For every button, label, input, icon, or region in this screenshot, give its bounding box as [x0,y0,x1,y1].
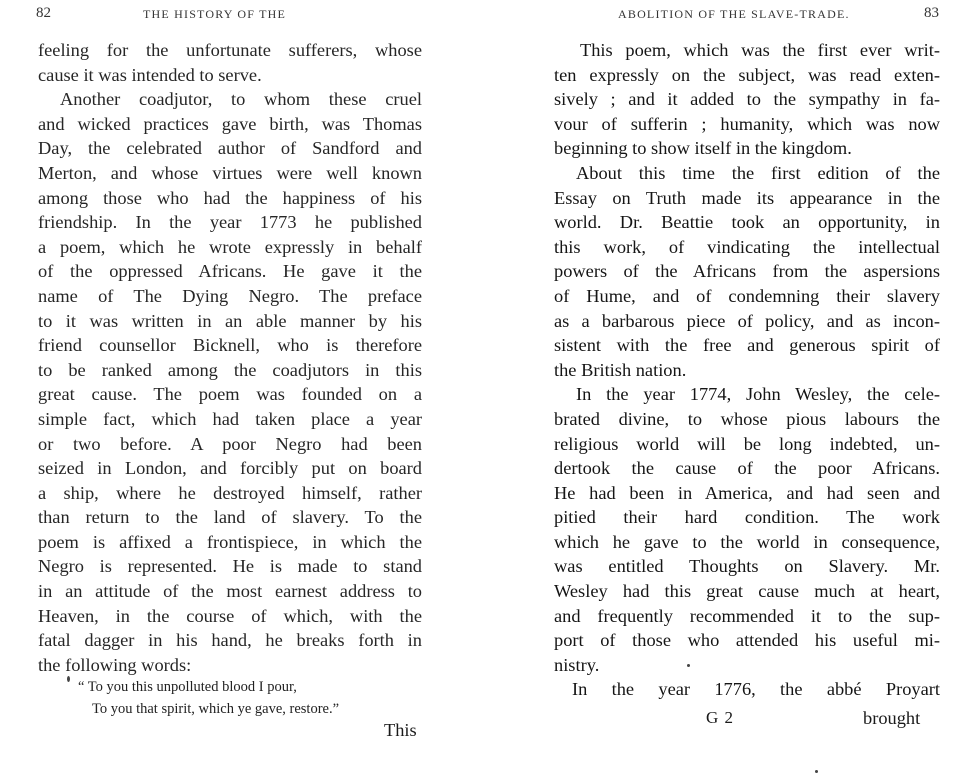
right-running-head: ABOLITION OF THE SLAVE-TRADE. [618,7,850,21]
verse-quotation [78,676,339,720]
body-line: Heaven, in the course of which, with the [38,605,422,626]
body-line: port of those who attended his useful mi- [554,630,940,651]
body-line: and wicked practices gave birth, was Thomas [38,113,422,134]
body-line: a poem, which he wrote expressly in behalf [38,236,422,257]
body-line: pitied their hard condition. The work [554,507,940,528]
body-line: sistent with the free and generous spirit of [554,335,940,356]
body-line: Another coadjutor, to whom these cruel [60,89,422,110]
body-line: Wesley had this great cause much at heart, [554,581,940,602]
body-line: He had been in America, and had seen and [554,482,940,503]
body-line: than return to the land of slavery. To the [38,507,422,528]
body-line: Negro is represented. He is made to stand [38,556,422,577]
body-line: brated divine, to whose pious labours the [554,408,940,429]
body-line: and frequently recommended it to the sup- [554,605,940,626]
body-line: which he gave to the world in consequence, [554,531,940,552]
body-line: seized in London, and forcibly put on board [38,458,422,479]
body-line: religious world will be long indebted, un- [554,433,940,454]
body-line: as a barbarous piece of policy, and as incon- [554,310,940,331]
body-line: About this time the first edition of the [576,162,940,183]
body-line: vour of sufferin ; humanity, which was now [554,113,940,134]
body-line: Essay on Truth made its appearance in the [554,187,940,208]
body-line: poem is affixed a frontispiece, in which the [38,531,422,552]
right-page [490,0,980,779]
ink-speck [67,676,70,682]
left-body-text [38,38,422,677]
left-running-head: THE HISTORY OF THE [143,7,287,21]
right-body-text [554,38,940,702]
body-line: nistry. [554,654,600,675]
ink-speck [815,770,818,773]
verse-line: “ To you this unpolluted blood I pour, [78,679,297,695]
body-line: of Hume, and of condemning their slavery [554,285,940,306]
body-line: among those who had the happiness of his [38,187,422,208]
body-line: or two before. A poor Negro had been [38,433,422,454]
right-catchword: brought [863,708,921,728]
body-line: Merton, and whose virtues were well known [38,162,422,183]
body-line: sively ; and it added to the sympathy in fa- [554,89,940,110]
body-line: the following words: [38,654,192,675]
body-line: Day, the celebrated author of Sandford and [38,138,422,159]
body-line: to it was written in an able manner by his [38,310,422,331]
body-line: powers of the Africans from the aspersions [554,261,940,282]
body-line: cause it was intended to serve. [38,64,262,85]
body-line: ten expressly on the subject, was read exten- [554,64,940,85]
body-line: the British nation. [554,359,687,380]
body-line: to be ranked among the coadjutors in this [38,359,422,380]
body-line: simple fact, which had taken place a year [38,408,422,429]
signature-mark: G 2 [706,708,735,727]
body-line: beginning to show itself in the kingdom. [554,138,852,159]
left-page-number: 82 [36,5,51,21]
left-catchword: This [384,720,417,740]
body-line: world. Dr. Beattie took an opportunity, in [554,212,940,233]
body-line: fatal dagger in his hand, he breaks forth in [38,630,422,651]
body-line: friendship. In the year 1773 he published [38,212,422,233]
body-line: feeling for the unfortunate sufferers, whose [38,40,422,60]
right-page-number: 83 [924,5,939,21]
body-line: in an attitude of the most earnest address to [38,581,422,602]
body-line: In the year 1776, the abbé Proyart [572,679,940,700]
body-line: was entitled Thoughts on Slavery. Mr. [554,556,940,577]
body-line: This poem, which was the first ever writ- [580,40,940,60]
body-line: friend counsellor Bicknell, who is therefore [38,335,422,356]
body-line: dertook the cause of the poor Africans. [554,458,940,479]
verse-line: To you that spirit, which ye gave, restore.” [92,701,340,717]
body-line: a ship, where he destroyed himself, rather [38,482,422,503]
body-line: of the oppressed Africans. He gave it the [38,261,422,282]
body-line: In the year 1774, John Wesley, the cele- [576,384,940,405]
body-line: great cause. The poem was founded on a [38,384,422,405]
body-line: name of The Dying Negro. The preface [38,285,422,306]
body-line: this work, of vindicating the intellectual [554,236,940,257]
ink-speck [687,664,690,667]
